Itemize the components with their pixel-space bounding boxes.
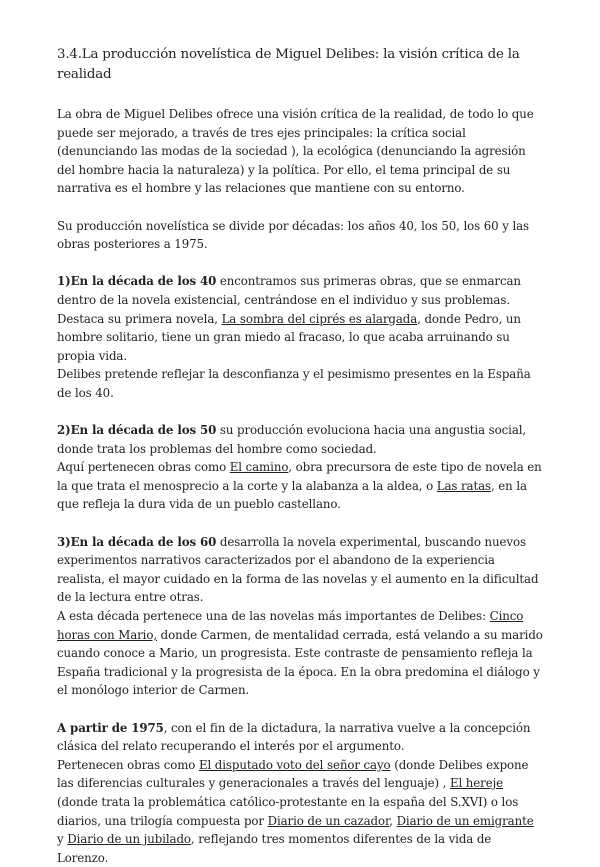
section-50s-works-pre: Aquí pertenecen obras como — [57, 460, 230, 475]
intro-paragraph: La obra de Miguel Delibes ofrece una visión crítica de la realidad, de todo lo que puede ser mejorado, a través de tres ejes principales: la crítica social (denunciando las modas de la sociedad ), la ecológica (denunciando la agresión del hombre hacia la naturaleza) y la política. Por ello, el tema principal de su narrativa es el hombre y las relaciones que mantiene con su entorno. — [57, 107, 534, 196]
book-title-la-sombra: La sombra del ciprés es alargada — [221, 311, 418, 326]
section-60s-text: desarrolla la novela experimental, buscando nuevos experimentos narrativos caracterizados por el abandono de la experiencia realista, el mayor cuidado en la forma de las novelas y el aumento en la dificultad de la lectura entre otras. — [57, 534, 539, 605]
section-1975-works-m3: , — [389, 813, 397, 828]
section-40s-conclusion: Delibes pretende reflejar la desconfianza y el pesimismo presentes en la España de los 40. — [57, 367, 531, 400]
page-title: 3.4.La producción novelística de Miguel Delibes: la visión crítica de la realidad — [57, 47, 520, 82]
section-1975-works-m4: y — [57, 832, 68, 847]
section-40s-intro — [57, 272, 543, 309]
book-title-el-camino: El camino — [229, 460, 289, 475]
section-1975-heading: A partir de 1975 — [57, 720, 164, 735]
section-50s-heading: 2)En la década de los 50 — [57, 423, 217, 438]
section-40s — [57, 272, 543, 402]
section-1975-works-m2: (donde trata la problemática católico-protestante en la españa del S.XVI) o los diarios, una trilogía compuesta por — [57, 794, 519, 828]
section-1975-works-post: , reflejando tres momentos diferentes de la vida de Lorenzo. — [57, 832, 492, 865]
section-50s-intro — [57, 421, 543, 458]
section-1975-works — [57, 756, 543, 867]
section-60s-work-post: donde Carmen, de mentalidad cerrada, está velando a su marido cuando conoce a Mario, un progresista. Este contraste de pensamiento refleja la España tradicional y la progresista de la época. En la obra predomina el diálogo y el monólogo interior de Carmen. — [57, 627, 543, 698]
book-title-el-hereje: El hereje — [449, 776, 504, 791]
book-title-diario-emigrante: Diario de un emigrante — [396, 813, 534, 828]
section-1975-intro — [57, 719, 543, 756]
section-60s-work — [57, 607, 543, 700]
book-title-el-disputado-voto: El disputado voto del señor cayo — [198, 757, 391, 772]
section-50s-text: su producción evoluciona hacia una angustia social, donde trata los problemas del hombre como sociedad. — [57, 423, 527, 456]
division-paragraph: Su producción novelística se divide por décadas: los años 40, los 50, los 60 y las obras posteriores a 1975. — [57, 218, 529, 252]
section-40s-novel-pre: Destaca su primera novela, — [57, 311, 222, 326]
section-60s-work-pre: A esta década pertenece una de las novelas más importantes de Delibes: — [57, 609, 490, 624]
section-40s-novel-post: , donde Pedro, un hombre solitario, tiene un gran miedo al fracaso, lo que acaba arruinando su propia vida. — [57, 311, 521, 363]
section-1975 — [57, 719, 543, 867]
section-60s-heading: 3)En la década de los 60 — [57, 534, 217, 549]
section-60s-intro — [57, 533, 543, 607]
section-40s-text: encontramos sus primeras obras, que se enmarcan dentro de la novela existencial, centrándose en el individuo y sus problemas. — [57, 274, 521, 307]
section-60s — [57, 533, 543, 700]
section-1975-text: , con el fin de la dictadura, la narrativa vuelve a la concepción clásica del relato recuperando el interés por el argumento. — [57, 720, 531, 754]
book-title-las-ratas: Las ratas — [436, 478, 491, 493]
section-40s-novel — [57, 310, 543, 366]
section-1975-works-pre: Pertenecen obras como — [57, 757, 199, 772]
section-40s-heading: 1)En la década de los 40 — [57, 274, 217, 289]
section-50s-works — [57, 458, 543, 514]
section-50s-works-mid: , obra precursora de este tipo de novela en la que trata el menosprecio a la corte y la alabanza a la aldea, o — [57, 460, 542, 493]
section-50s — [57, 421, 543, 514]
section-50s-works-post: , en la que refleja la dura vida de un pueblo castellano. — [57, 478, 527, 512]
book-title-cinco-horas: Cinco horas con Mario, — [57, 609, 524, 642]
section-1975-works-m1: (donde Delibes expone las diferencias culturales y generacionales a través del lenguaje) , — [57, 757, 529, 791]
book-title-diario-cazador: Diario de un cazador — [267, 813, 390, 828]
book-title-diario-jubilado: Diario de un jubilado — [67, 832, 191, 847]
